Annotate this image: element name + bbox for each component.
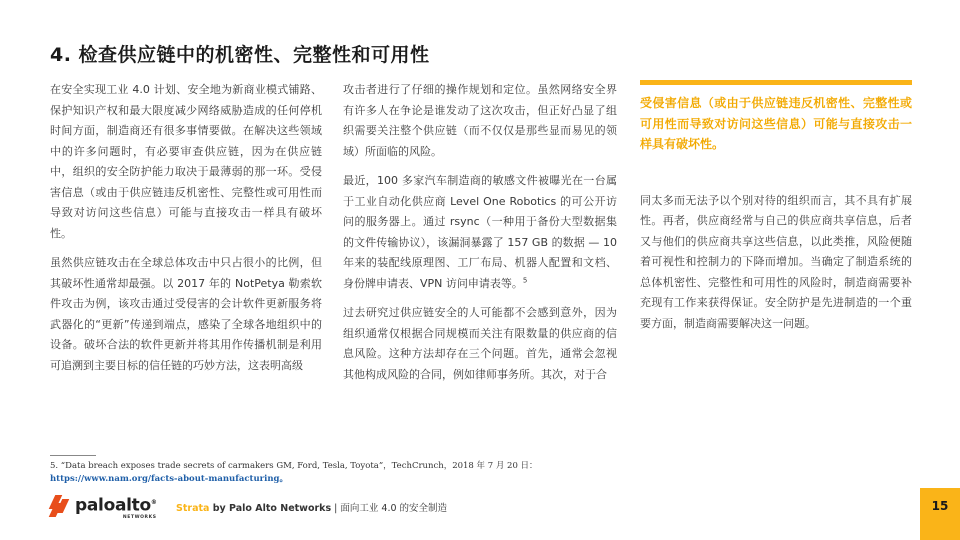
footnote-divider bbox=[50, 455, 96, 456]
footnote bbox=[50, 460, 650, 486]
paragraph-text: 最近，100 多家汽车制造商的敏感文件被曝光在一台属于工业自动化供应商 Level One Robotics 的可公开访问的服务器上。通过 rsync（一种用于备份大型数据集的文件传输协议），该漏洞暴露了 157 GB 的数据 — 10 年来的装配线原理图、工厂布局、机器人配置和文档、身份牌申请表、VPN 访问申请表等。 bbox=[343, 174, 617, 290]
paragraph: 过去研究过供应链安全的人可能都不会感到意外，因为组织通常仅根据合同规模而关注有限数量的供应商的信息风险。这种方法却存在三个问题。首先，通常会忽视其他构成风险的合同，例如律师事务所。其次，对于合 bbox=[343, 306, 617, 381]
logo-wordmark: paloalto® bbox=[75, 495, 157, 516]
page-title: 4. 检查供应链中的机密性、完整性和可用性 bbox=[50, 44, 430, 66]
footer-separator: | bbox=[331, 503, 341, 514]
column-1 bbox=[50, 80, 322, 385]
pull-quote: 受侵害信息（或由于供应链违反机密性、完整性或可用性而导致对访问这些信息）可能与直接攻击一样具有破坏性。 bbox=[640, 80, 912, 155]
footnote-text: 5. “Data breach exposes trade secrets of carmakers GM, Ford, Tesla, Toyota”，TechCrunch，2018 年 7 月 20 日： bbox=[50, 461, 538, 471]
footnote-link[interactable]: https://www.nam.org/facts-about-manufacturing。 bbox=[50, 474, 288, 484]
paragraph: 攻击者进行了仔细的操作规划和定位。虽然网络安全界有许多人在争论是谁发动了这次攻击，但正好凸显了组织需要关注整个供应链（而不仅仅是那些显而易见的领域）所面临的风险。 bbox=[343, 83, 617, 158]
by-brand: by Palo Alto Networks bbox=[209, 503, 332, 514]
column-2 bbox=[343, 80, 617, 394]
footer-doc-title: 面向工业 4.0 的安全制造 bbox=[340, 503, 448, 514]
logo-text bbox=[75, 494, 157, 521]
paloalto-mark-icon bbox=[50, 495, 70, 517]
footnote-ref[interactable]: 5 bbox=[522, 275, 528, 284]
footer-brand bbox=[176, 500, 447, 514]
logo-subtitle: NETWORKS bbox=[122, 514, 157, 520]
page-number: 15 bbox=[920, 488, 960, 540]
paragraph: 同太多而无法予以个别对待的组织而言，其不具有扩展性。再者，供应商经常与自己的供应商共享信息，后者又与他们的供应商共享这些信息，以此类推，风险便随着可视性和控制力的下降而增加。当确定了制造系统的总体机密性、完整性和可用性的风险时，制造商需要补充现有工作来获得保证。安全防护是先进制造的一个重要方面，制造商需要解决这一问题。 bbox=[640, 193, 912, 330]
paragraph bbox=[343, 171, 617, 294]
column-3 bbox=[640, 80, 912, 343]
strata-brand: Strata bbox=[176, 503, 210, 514]
paragraph: 虽然供应链攻击在全球总体攻击中只占很小的比例，但其破坏性通常却最强。以 2017 年的 NotPetya 勒索软件攻击为例，该攻击通过受侵害的会计软件更新服务将武器化的“更新”传递到端点，感染了全球各地组织中的设备。破坏合法的软件更新并将其用作传播机制是利用可追溯到主要目标的信任链的巧妙方法，这表明高级 bbox=[50, 256, 322, 372]
paloalto-logo[interactable] bbox=[50, 494, 157, 520]
paragraph: 在安全实现工业 4.0 计划、安全地为新商业模式铺路、保护知识产权和最大限度减少网络威胁造成的任何停机时间方面，制造商还有很多事情要做。在解决这些领域中的许多问题时，有必要审查供应链，因为在供应链中，组织的安全防护能力取决于最薄弱的那一环。受侵害信息（或由于供应链违反机密性、完整性或可用性而导致对访问这些信息）可能与直接攻击一样具有破坏性。 bbox=[50, 83, 322, 240]
